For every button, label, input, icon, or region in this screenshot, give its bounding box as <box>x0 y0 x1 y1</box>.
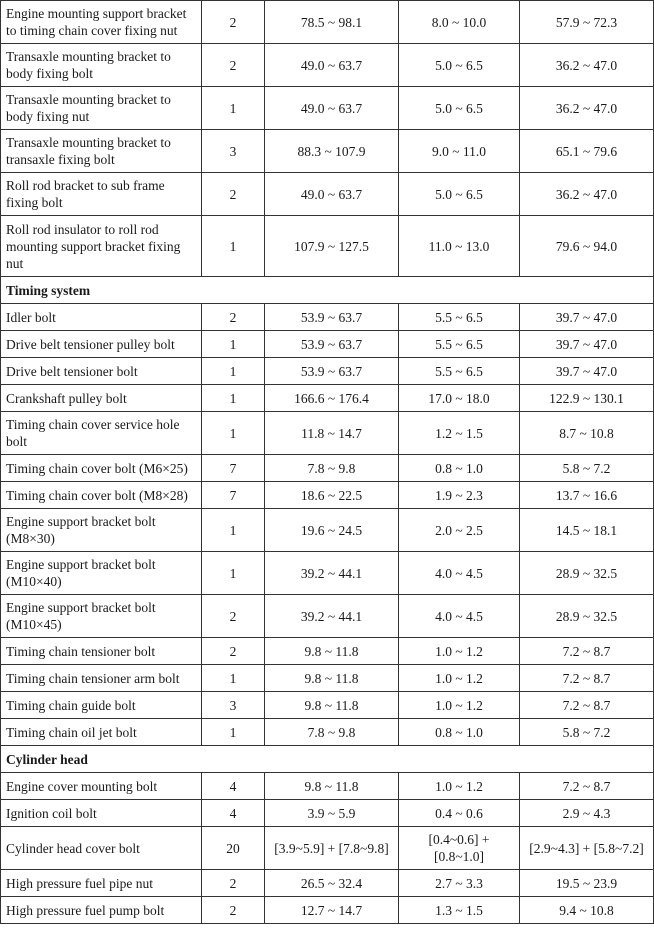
torque-nm-cell: 9.8 ~ 11.8 <box>265 638 399 665</box>
quantity-cell: 1 <box>202 412 265 455</box>
section-header-row <box>1 277 654 304</box>
torque-nm-cell: 166.6 ~ 176.4 <box>265 385 399 412</box>
torque-lbfft-cell: 39.7 ~ 47.0 <box>520 304 654 331</box>
table-row <box>1 304 654 331</box>
quantity-cell: 1 <box>202 509 265 552</box>
torque-lbfft-cell: 39.7 ~ 47.0 <box>520 331 654 358</box>
quantity-cell: 1 <box>202 358 265 385</box>
quantity-cell: 7 <box>202 482 265 509</box>
torque-nm-cell: 11.8 ~ 14.7 <box>265 412 399 455</box>
table-row <box>1 665 654 692</box>
item-name-cell: Timing chain oil jet bolt <box>1 719 202 746</box>
torque-kgfm-cell: 9.0 ~ 11.0 <box>399 130 520 173</box>
torque-kgfm-cell: 4.0 ~ 4.5 <box>399 595 520 638</box>
quantity-cell: 2 <box>202 304 265 331</box>
quantity-cell: 7 <box>202 455 265 482</box>
torque-lbfft-cell: 122.9 ~ 130.1 <box>520 385 654 412</box>
table-row <box>1 870 654 897</box>
quantity-cell: 2 <box>202 44 265 87</box>
torque-lbfft-cell: 28.9 ~ 32.5 <box>520 552 654 595</box>
torque-lbfft-cell: 8.7 ~ 10.8 <box>520 412 654 455</box>
table-row <box>1 595 654 638</box>
torque-kgfm-cell: 5.5 ~ 6.5 <box>399 304 520 331</box>
torque-kgfm-cell: 5.5 ~ 6.5 <box>399 331 520 358</box>
torque-lbfft-cell: 7.2 ~ 8.7 <box>520 638 654 665</box>
torque-nm-cell: 53.9 ~ 63.7 <box>265 331 399 358</box>
item-name-cell: Timing chain cover bolt (M8×28) <box>1 482 202 509</box>
item-name-cell: Ignition coil bolt <box>1 800 202 827</box>
torque-nm-cell: 7.8 ~ 9.8 <box>265 455 399 482</box>
item-name-cell: Engine support bracket bolt (M8×30) <box>1 509 202 552</box>
torque-lbfft-cell: 7.2 ~ 8.7 <box>520 773 654 800</box>
item-name-cell: Transaxle mounting bracket to transaxle fixing bolt <box>1 130 202 173</box>
torque-kgfm-cell: 5.0 ~ 6.5 <box>399 44 520 87</box>
torque-lbfft-cell: 36.2 ~ 47.0 <box>520 44 654 87</box>
section-header-row <box>1 746 654 773</box>
torque-lbfft-cell: [2.9~4.3] + [5.8~7.2] <box>520 827 654 870</box>
quantity-cell: 1 <box>202 216 265 277</box>
torque-kgfm-cell: 17.0 ~ 18.0 <box>399 385 520 412</box>
torque-nm-cell: 53.9 ~ 63.7 <box>265 304 399 331</box>
torque-nm-cell: 53.9 ~ 63.7 <box>265 358 399 385</box>
table-row <box>1 1 654 44</box>
torque-lbfft-cell: 36.2 ~ 47.0 <box>520 87 654 130</box>
quantity-cell: 2 <box>202 173 265 216</box>
quantity-cell: 4 <box>202 800 265 827</box>
torque-lbfft-cell: 28.9 ~ 32.5 <box>520 595 654 638</box>
quantity-cell: 3 <box>202 692 265 719</box>
torque-lbfft-cell: 36.2 ~ 47.0 <box>520 173 654 216</box>
item-name-cell: Cylinder head cover bolt <box>1 827 202 870</box>
item-name-cell: Roll rod bracket to sub frame fixing bolt <box>1 173 202 216</box>
torque-nm-cell: 9.8 ~ 11.8 <box>265 665 399 692</box>
torque-nm-cell: 12.7 ~ 14.7 <box>265 897 399 924</box>
torque-nm-cell: 107.9 ~ 127.5 <box>265 216 399 277</box>
table-row <box>1 482 654 509</box>
table-row <box>1 173 654 216</box>
torque-kgfm-cell: 5.0 ~ 6.5 <box>399 87 520 130</box>
torque-lbfft-cell: 19.5 ~ 23.9 <box>520 870 654 897</box>
table-row <box>1 358 654 385</box>
torque-lbfft-cell: 7.2 ~ 8.7 <box>520 665 654 692</box>
quantity-cell: 1 <box>202 87 265 130</box>
table-row <box>1 827 654 870</box>
torque-kgfm-cell: 8.0 ~ 10.0 <box>399 1 520 44</box>
quantity-cell: 1 <box>202 665 265 692</box>
item-name-cell: Engine support bracket bolt (M10×45) <box>1 595 202 638</box>
torque-nm-cell: 9.8 ~ 11.8 <box>265 773 399 800</box>
table-row <box>1 692 654 719</box>
torque-kgfm-cell: 1.2 ~ 1.5 <box>399 412 520 455</box>
torque-kgfm-cell: 0.8 ~ 1.0 <box>399 455 520 482</box>
torque-kgfm-cell: 4.0 ~ 4.5 <box>399 552 520 595</box>
torque-kgfm-cell: 1.0 ~ 1.2 <box>399 773 520 800</box>
table-row <box>1 87 654 130</box>
torque-kgfm-cell: 0.4 ~ 0.6 <box>399 800 520 827</box>
torque-lbfft-cell: 7.2 ~ 8.7 <box>520 692 654 719</box>
torque-lbfft-cell: 14.5 ~ 18.1 <box>520 509 654 552</box>
torque-lbfft-cell: 5.8 ~ 7.2 <box>520 719 654 746</box>
table-row <box>1 719 654 746</box>
torque-lbfft-cell: 13.7 ~ 16.6 <box>520 482 654 509</box>
item-name-cell: High pressure fuel pump bolt <box>1 897 202 924</box>
torque-nm-cell: 26.5 ~ 32.4 <box>265 870 399 897</box>
torque-kgfm-cell: 1.9 ~ 2.3 <box>399 482 520 509</box>
table-row <box>1 638 654 665</box>
quantity-cell: 1 <box>202 385 265 412</box>
torque-kgfm-cell: 5.0 ~ 6.5 <box>399 173 520 216</box>
table-row <box>1 130 654 173</box>
quantity-cell: 2 <box>202 897 265 924</box>
quantity-cell: 2 <box>202 1 265 44</box>
torque-lbfft-cell: 79.6 ~ 94.0 <box>520 216 654 277</box>
item-name-cell: Timing chain cover service hole bolt <box>1 412 202 455</box>
torque-kgfm-cell: 2.7 ~ 3.3 <box>399 870 520 897</box>
table-row <box>1 897 654 924</box>
item-name-cell: Timing chain guide bolt <box>1 692 202 719</box>
item-name-cell: Idler bolt <box>1 304 202 331</box>
table-row <box>1 44 654 87</box>
quantity-cell: 1 <box>202 331 265 358</box>
item-name-cell: Drive belt tensioner bolt <box>1 358 202 385</box>
torque-kgfm-cell: 1.0 ~ 1.2 <box>399 638 520 665</box>
torque-nm-cell: [3.9~5.9] + [7.8~9.8] <box>265 827 399 870</box>
torque-spec-body <box>1 1 654 924</box>
torque-kgfm-cell: 1.0 ~ 1.2 <box>399 692 520 719</box>
table-row <box>1 552 654 595</box>
torque-kgfm-cell: 0.8 ~ 1.0 <box>399 719 520 746</box>
torque-kgfm-cell: 1.3 ~ 1.5 <box>399 897 520 924</box>
quantity-cell: 2 <box>202 638 265 665</box>
torque-kgfm-cell: 5.5 ~ 6.5 <box>399 358 520 385</box>
quantity-cell: 4 <box>202 773 265 800</box>
torque-nm-cell: 49.0 ~ 63.7 <box>265 44 399 87</box>
torque-lbfft-cell: 57.9 ~ 72.3 <box>520 1 654 44</box>
item-name-cell: Roll rod insulator to roll rod mounting support bracket fixing nut <box>1 216 202 277</box>
table-row <box>1 331 654 358</box>
item-name-cell: High pressure fuel pipe nut <box>1 870 202 897</box>
torque-nm-cell: 7.8 ~ 9.8 <box>265 719 399 746</box>
torque-nm-cell: 19.6 ~ 24.5 <box>265 509 399 552</box>
torque-lbfft-cell: 65.1 ~ 79.6 <box>520 130 654 173</box>
torque-kgfm-cell: 1.0 ~ 1.2 <box>399 665 520 692</box>
torque-nm-cell: 18.6 ~ 22.5 <box>265 482 399 509</box>
torque-nm-cell: 39.2 ~ 44.1 <box>265 552 399 595</box>
section-title: Cylinder head <box>1 746 654 773</box>
table-row <box>1 509 654 552</box>
item-name-cell: Engine support bracket bolt (M10×40) <box>1 552 202 595</box>
table-row <box>1 412 654 455</box>
item-name-cell: Transaxle mounting bracket to body fixing bolt <box>1 44 202 87</box>
item-name-cell: Crankshaft pulley bolt <box>1 385 202 412</box>
table-row <box>1 455 654 482</box>
torque-lbfft-cell: 9.4 ~ 10.8 <box>520 897 654 924</box>
table-row <box>1 385 654 412</box>
item-name-cell: Drive belt tensioner pulley bolt <box>1 331 202 358</box>
torque-nm-cell: 9.8 ~ 11.8 <box>265 692 399 719</box>
torque-lbfft-cell: 2.9 ~ 4.3 <box>520 800 654 827</box>
torque-nm-cell: 49.0 ~ 63.7 <box>265 173 399 216</box>
torque-nm-cell: 78.5 ~ 98.1 <box>265 1 399 44</box>
torque-nm-cell: 39.2 ~ 44.1 <box>265 595 399 638</box>
torque-nm-cell: 3.9 ~ 5.9 <box>265 800 399 827</box>
torque-lbfft-cell: 5.8 ~ 7.2 <box>520 455 654 482</box>
torque-kgfm-cell: 11.0 ~ 13.0 <box>399 216 520 277</box>
item-name-cell: Engine mounting support bracket to timing chain cover fixing nut <box>1 1 202 44</box>
torque-nm-cell: 88.3 ~ 107.9 <box>265 130 399 173</box>
item-name-cell: Transaxle mounting bracket to body fixing nut <box>1 87 202 130</box>
table-row <box>1 216 654 277</box>
item-name-cell: Timing chain cover bolt (M6×25) <box>1 455 202 482</box>
table-row <box>1 773 654 800</box>
item-name-cell: Timing chain tensioner arm bolt <box>1 665 202 692</box>
quantity-cell: 2 <box>202 595 265 638</box>
quantity-cell: 1 <box>202 719 265 746</box>
torque-nm-cell: 49.0 ~ 63.7 <box>265 87 399 130</box>
torque-kgfm-cell: 2.0 ~ 2.5 <box>399 509 520 552</box>
table-row <box>1 800 654 827</box>
torque-lbfft-cell: 39.7 ~ 47.0 <box>520 358 654 385</box>
quantity-cell: 3 <box>202 130 265 173</box>
quantity-cell: 2 <box>202 870 265 897</box>
item-name-cell: Timing chain tensioner bolt <box>1 638 202 665</box>
quantity-cell: 1 <box>202 552 265 595</box>
section-title: Timing system <box>1 277 654 304</box>
torque-kgfm-cell: [0.4~0.6] + [0.8~1.0] <box>399 827 520 870</box>
quantity-cell: 20 <box>202 827 265 870</box>
item-name-cell: Engine cover mounting bolt <box>1 773 202 800</box>
